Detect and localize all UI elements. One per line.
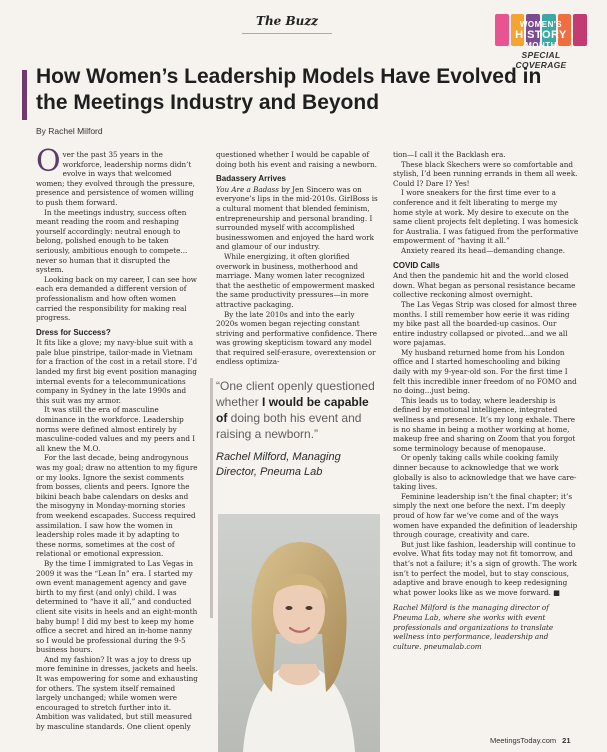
subheading: Badassery Arrives <box>216 174 286 184</box>
section-label: The Buzz <box>256 14 318 28</box>
paragraph: For the last decade, being androgynous was my goal; draw no attention to my figure or my looks. Ignore the sexist comments from bosses, clients and peers. Ignore the bikini beach babe calendars on desks and the misogyny in Monday-morning stories from weekend escapades. Success required assimilation. I saw how the women in leadership roles made it by adapting to these norms, sometimes at the cost of relational or emotional expression. <box>36 453 198 559</box>
paragraph: And my fashion? It was a joy to dress up more feminine in dresses, jackets and heels. It was empowering for some and exhausting for others. The system itself remained largely unchanged; while women were encouraged to stretch further into it. Ambition was validated, but still measured by masculine standards. One client openly <box>36 654 198 732</box>
subheading: COVID Calls <box>393 260 440 270</box>
column-2 <box>216 150 378 367</box>
column-3 <box>393 150 579 651</box>
title-accent-bar <box>22 70 27 120</box>
paragraph-text: ver the past 35 years in the workforce, leadership norms didn’t evolve in ways that welcomed women; they evolved through the pressure, presence and persistence of women willing to push them forward. <box>36 150 195 207</box>
paragraph: tion—I call it the Backlash era. <box>393 150 506 159</box>
section-rule <box>242 33 332 34</box>
paragraph: Or openly taking calls while cooking family dinner because to acknowledge that we work globally is also to acknowledge that we have care-taking lives. <box>393 453 577 492</box>
paragraph: My husband returned home from his London office and I started homeschooling and biking daily with my 9-year-old son. For the first time I felt this incredible inner freedom of no FOMO and no doing...just being. <box>393 347 577 396</box>
paragraph: I wore sneakers for the first time ever to a conference and it felt liberating to merge my home style at work. My desire to execute on the same client projects felt depleting. I was homesick for Australia. I was fatigued from the performative empowerment of “having it all.” <box>393 188 579 246</box>
byline: By Rachel Milford <box>36 126 103 136</box>
paragraph: In the meetings industry, success often meant reading the room and reshaping yourself accordingly: neutral enough to belong, polished enough to be taken seriously, ambitious enough to compete... never so human that it disrupted the system. <box>36 207 188 275</box>
badge-line3: MONTH <box>525 41 557 50</box>
paragraph: But just like fashion, leadership will continue to evolve. What fits today may not fit tomorrow, and that’s not a failure; it’s a sign of growth. The work isn’t to perfect the model, but to stay conscious, adaptive and brave enough to keep redesigning what power looks like as we move forward. ■ <box>393 539 577 597</box>
book-title: You Are a Badass <box>216 184 279 194</box>
author-photo <box>218 514 380 752</box>
quote-part: doing both his event and raising a newborn.” <box>216 411 362 441</box>
quote-part: “One client openly questioned whether <box>216 379 375 409</box>
paragraph: Anxiety reared its head—demanding change. <box>401 245 566 255</box>
page-number: 21 <box>562 736 571 745</box>
paragraph: By the late 2010s and into the early 2020s women began rejecting constant striving and performative confidence. There was growing skepticism toward any model that required self-erasure, overextension or endless optimiza- <box>216 309 378 367</box>
pull-quote-attribution: Rachel Milford, Managing Director, Pneuma Lab <box>216 451 341 478</box>
paragraph <box>36 144 199 208</box>
paragraph: It fits like a glove; my navy-blue suit with a pale blue pinstripe, tailor-made in Vietnam for a fraction of the cost in a retail store. I’d landed my first big event position managing internal events for a telecommunications company in Sydney in the late 1990s and this suit was my armor. <box>36 338 198 405</box>
quote-emphasis: I would be capable of <box>216 395 369 425</box>
paragraph: Feminine leadership isn’t the final chapter; it’s simply the next one before the next. I’m deeply proud of how far we’ve come and of the ways women have expanded the definition of leadership through courage, creativity and care. <box>393 491 578 540</box>
pull-quote-rule <box>210 378 213 618</box>
paragraph: It was still the era of masculine dominance in the workforce. Leadership norms were defined almost entirely by masculine-coded values and my peers and I all knew the M.O. <box>36 405 196 453</box>
badge-line2: HISTORY <box>515 29 567 41</box>
paragraph: The Las Vegas Strip was closed for almost three months. I still remember how eerie it was riding my bike past all the boarded-up casinos. Our entire industry collapsed or pivoted...and we all wore pajamas. <box>393 299 577 348</box>
badge-subtitle: SPECIAL COVERAGE <box>515 50 567 70</box>
womens-history-month-badge <box>495 14 587 70</box>
pull-quote <box>216 378 382 480</box>
badge-line1: WOMEN'S <box>519 20 563 29</box>
paragraph: While energizing, it often glorified overwork in business, motherhood and marriage. Many women later recognized that the aesthetic of empowerment masked the same productivity pressures—in more attractive packaging. <box>216 251 375 309</box>
paragraph: And then the pandemic hit and the world closed down. What began as personal resistance became collective reckoning almost overnight. <box>393 271 576 300</box>
page-footer <box>490 736 571 745</box>
column-1 <box>36 144 199 732</box>
author-bio: Rachel Milford is the managing director of Pneuma Lab, where she works with event professionals and organizations to translate wellness into performance, leadership and culture. pneumalab.com <box>393 603 554 651</box>
paragraph-text: by Jen Sincero was on everyone’s lips in the mid-2010s. GirlBoss is a cultural moment that blended feminism, entrepreneurship and personal branding. I surrounded myself with accomplished businesswomen and enjoyed the hard work and glamour of our industry. <box>216 184 378 252</box>
article-title: How Women’s Leadership Models Have Evolved in the Meetings Industry and Beyond <box>36 65 542 114</box>
paragraph: questioned whether I would be capable of doing both his event and raising a newborn. <box>216 150 377 169</box>
paragraph: Looking back on my career, I can see how each era demanded a different version of professionalism and how often women carried the responsibility for making real progress. <box>36 274 197 323</box>
paragraph: This leads us to today, where leadership is defined by emotional intelligence, integrated wellness and presence. It’s my long exhale. There is no shame in being a mother working at home, makeup free and sharing on Zoom that you forgot some terminology because of menopause. <box>393 395 576 453</box>
badge-text <box>495 20 587 50</box>
footer-site: MeetingsToday.com <box>490 736 557 745</box>
paragraph: These black Skechers were so comfortable and stylish, I’d been running errands in them all week. Could I? Dare I? Yes! <box>393 159 578 188</box>
pull-quote-text <box>216 378 382 442</box>
author-photo-illustration <box>218 514 380 752</box>
paragraph <box>216 185 378 252</box>
paragraph: By the time I immigrated to Las Vegas in 2009 it was the “Lean In” era. I started my own event management agency and gave birth to my first (and only) child. I was determined to “have it all,” and conducted client site visits in heels and an eight-month baby bump! I did my best to keep my home office a secret and hired an in-home nanny so I would be professional during the 9-5 business hours. <box>36 558 198 655</box>
subheading: Dress for Success? <box>36 327 111 337</box>
drop-cap: O <box>36 144 61 179</box>
